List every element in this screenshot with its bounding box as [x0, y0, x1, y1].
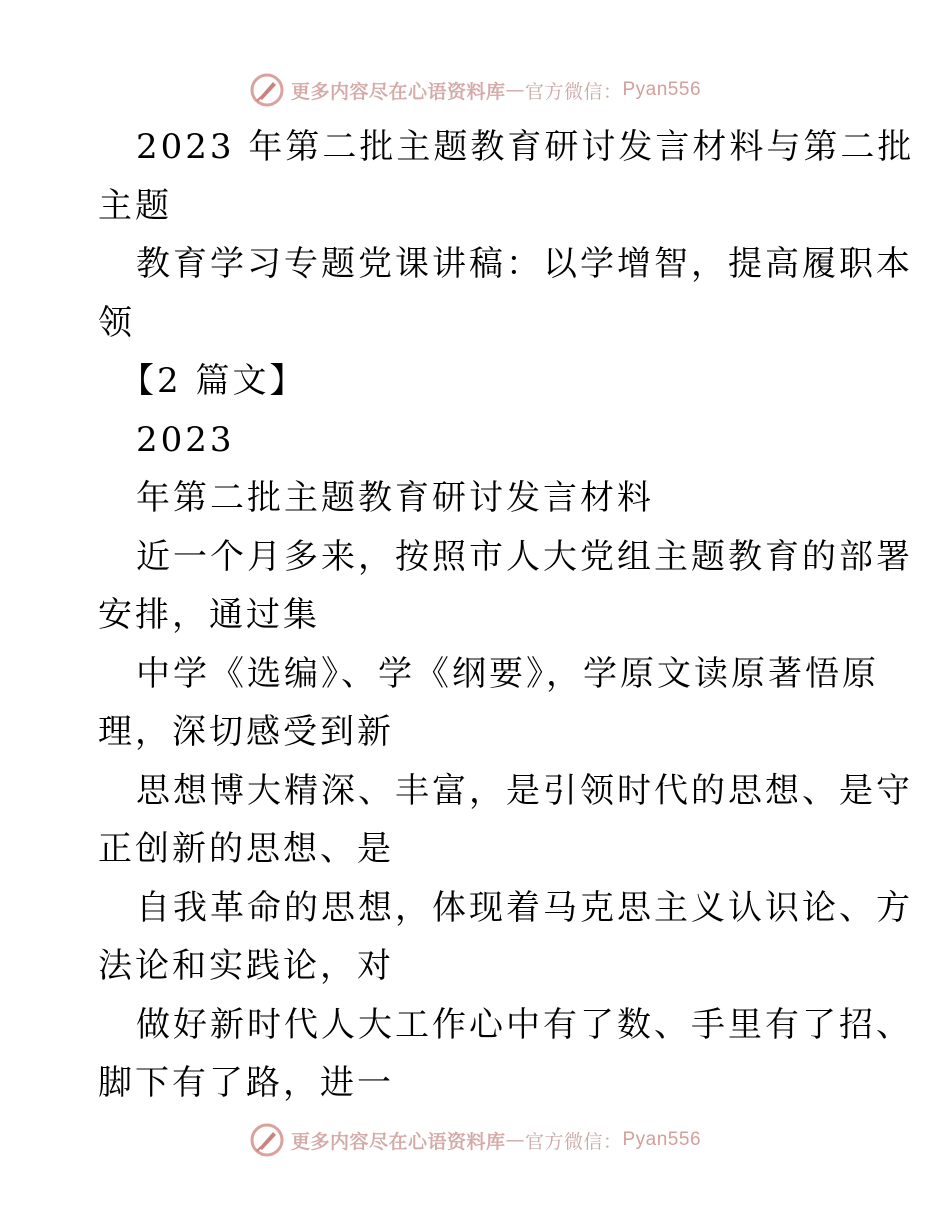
article-count: 【2 篇文】 — [120, 361, 307, 401]
header-watermark — [0, 70, 950, 110]
paragraph-line: 思想博大精深、丰富，是引领时代的思想、是守 — [136, 770, 913, 811]
watermark-id: Pyan556 — [622, 79, 702, 100]
title-line-3: 教育学习专题党课讲稿：以学增智，提高履职本 — [136, 244, 913, 284]
quill-logo-icon — [249, 72, 285, 108]
paragraph-line: 中学《选编》、学《纲要》，学原文读原著悟原 — [136, 653, 879, 694]
section-year: 2023 — [136, 419, 235, 460]
watermark-official: 官方微信： — [524, 1130, 623, 1153]
paragraph-line: 做好新时代人大工作心中有了数、手里有了招、 — [136, 1004, 913, 1045]
quill-logo-icon — [249, 1122, 285, 1158]
paragraph-line: 理，深切感受到新 — [98, 712, 394, 752]
paragraph-line: 自我革命的思想，体现着马克思主义认识论、方 — [136, 887, 913, 928]
watermark-official: 官方微信： — [524, 80, 623, 103]
watermark-brand: 更多内容尽在心语资料库 — [290, 1130, 506, 1153]
watermark-separator: — — [505, 79, 525, 101]
title-line-4: 领 — [98, 302, 135, 343]
paragraph-line: 安排，通过集 — [98, 595, 320, 635]
paragraph-line: 脚下有了路，进一 — [98, 1063, 394, 1103]
footer-watermark — [0, 1120, 950, 1160]
paragraph-line: 法论和实践论，对 — [98, 946, 394, 986]
watermark-brand: 更多内容尽在心语资料库 — [290, 80, 506, 103]
watermark-id: Pyan556 — [622, 1129, 702, 1150]
document-body — [98, 118, 915, 1113]
paragraph-line: 近一个月多来，按照市人大党组主题教育的部署 — [136, 536, 913, 577]
section-title: 年第二批主题教育研讨发言材料 — [136, 478, 654, 518]
watermark-separator: — — [505, 1129, 525, 1151]
title-line-2: 主题 — [98, 185, 172, 226]
paragraph-line: 正创新的思想、是 — [98, 829, 394, 869]
title-line-1: 2023 年第二批主题教育研讨发言材料与第二批 — [136, 127, 915, 167]
